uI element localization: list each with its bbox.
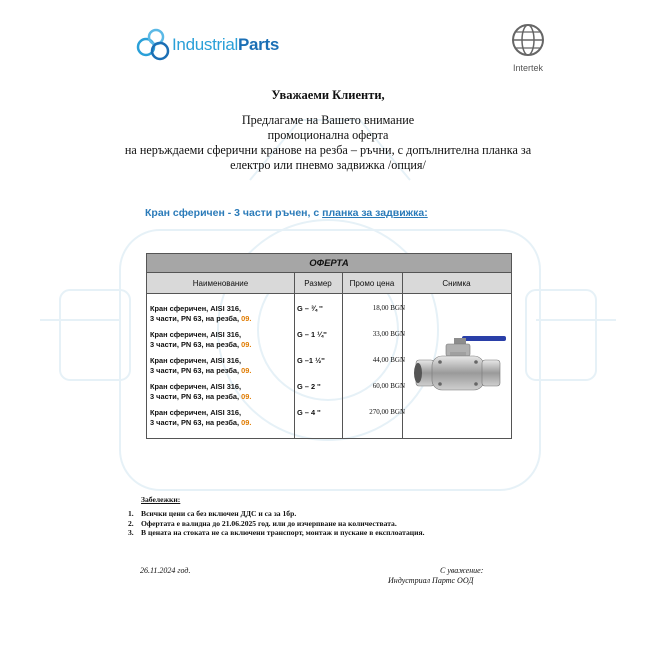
- row-price: 33,00 BGN: [372, 330, 405, 338]
- note-item: 2. Офертата е валидна до 21.06.2025 год. или до изчерпване на количествата.: [128, 518, 397, 528]
- intertek-badge: [500, 20, 556, 76]
- document-date: 26.11.2024 год.: [140, 566, 191, 575]
- col-photo: Снимка: [402, 273, 511, 294]
- note-item: 1. Всички цени са без включен ДДС и са за 1бр.: [128, 509, 297, 518]
- col-size: Размер: [294, 273, 342, 294]
- note-item: 3. В цената на стоката не са включени транспорт, монтаж и пускане в експлоатация.: [128, 528, 425, 537]
- row-size: G – 1 ¼'': [297, 330, 327, 339]
- notes-title: Забележки:: [141, 495, 181, 504]
- row-size: G – 4 '': [297, 408, 321, 417]
- globe-icon: [508, 20, 548, 60]
- col-name: Наименование: [147, 273, 294, 294]
- row-name: Кран сферичен, AISI 316, 3 части, PN 63, на резба, 09.: [150, 408, 252, 427]
- row-name: Кран сферичен, AISI 316, 3 части, PN 63, на резба, 09.: [150, 382, 252, 401]
- row-name: Кран сферичен, AISI 316, 3 части, PN 63, на резба, 09.: [150, 304, 252, 323]
- notes: [128, 495, 448, 538]
- closing-salutation: С уважение:: [440, 566, 484, 575]
- row-name: Кран сферичен, AISI 316, 3 части, PN 63, на резба, 09.: [150, 356, 252, 375]
- row-size: G –1 ½'': [297, 356, 325, 365]
- row-size: G – ¾ '': [297, 304, 323, 313]
- row-size: G – 2 '': [297, 382, 321, 391]
- section-title: Кран сферичен - 3 части ръчен, с планка за задвижка:: [145, 207, 428, 219]
- offer-title: ОФЕРТА: [147, 254, 511, 273]
- ball-valve-icon: [410, 330, 510, 398]
- company-logo: [136, 26, 306, 62]
- intro-text: Предлагаме на Вашето внимание промоционална оферта на неръждаеми сферични кранове на резба – ръчни, с допълнителна планка за електро или пневмо задвижка /опция/: [124, 113, 532, 172]
- row-price: 60,00 BGN: [372, 382, 405, 390]
- logo-text: IndustrialParts: [172, 35, 280, 54]
- bubbles-logo-icon: [136, 26, 172, 62]
- cert-label: Intertek: [512, 63, 543, 73]
- row-price: 44,00 BGN: [372, 356, 405, 364]
- row-price: 18,00 BGN: [372, 304, 405, 312]
- table-row: [147, 304, 511, 330]
- col-price: Промо цена: [342, 273, 402, 294]
- row-name: Кран сферичен, AISI 316, 3 части, PN 63, на резба, 09.: [150, 330, 252, 349]
- company-signature: Индустриал Партс ООД: [388, 576, 474, 585]
- row-price: 270,00 BGN: [369, 408, 405, 416]
- table-row: [147, 408, 511, 434]
- greeting: Уважаеми Клиенти,: [271, 88, 385, 102]
